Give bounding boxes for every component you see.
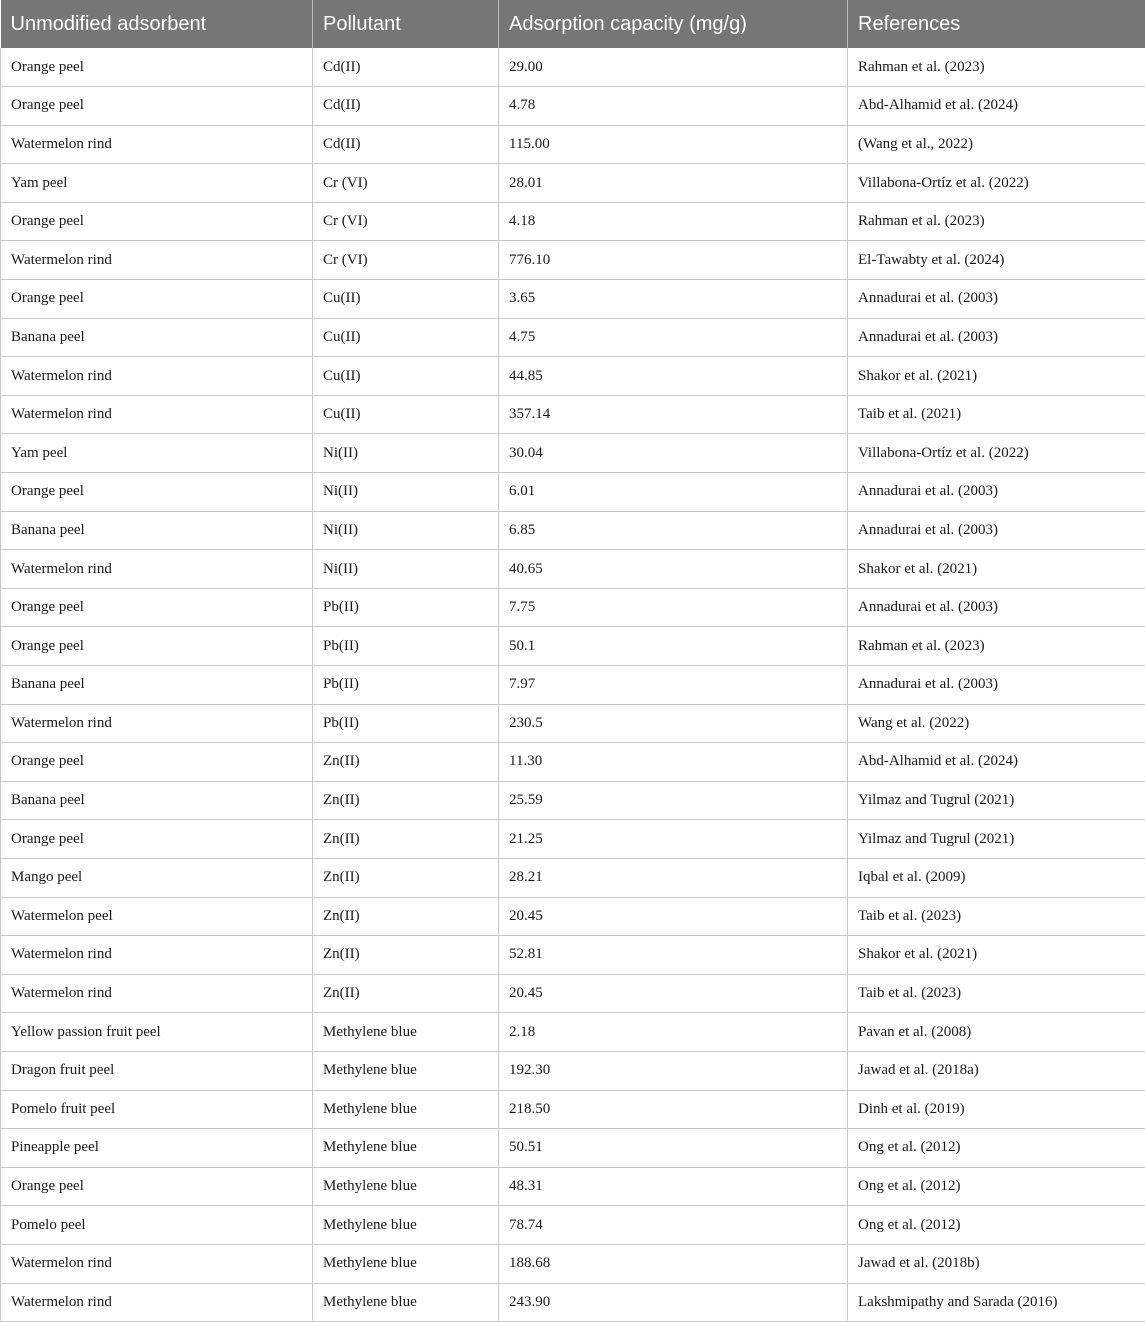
cell-adsorbent: Orange peel — [1, 202, 313, 241]
table-row — [1, 1167, 1145, 1206]
cell-reference: Rahman et al. (2023) — [848, 202, 1145, 241]
cell-capacity: 20.45 — [499, 897, 848, 936]
cell-reference: Villabona-Ortíz et al. (2022) — [848, 164, 1145, 203]
cell-capacity: 28.21 — [499, 858, 848, 897]
cell-reference: Villabona-Ortíz et al. (2022) — [848, 434, 1145, 473]
cell-pollutant: Methylene blue — [313, 1013, 499, 1052]
cell-reference: Annadurai et al. (2003) — [848, 666, 1145, 705]
cell-adsorbent: Watermelon rind — [1, 125, 313, 164]
cell-reference: Taib et al. (2021) — [848, 395, 1145, 434]
cell-capacity: 188.68 — [499, 1244, 848, 1283]
table-row — [1, 1051, 1145, 1090]
cell-reference: Yilmaz and Tugrul (2021) — [848, 781, 1145, 820]
cell-capacity: 3.65 — [499, 280, 848, 319]
cell-reference: Iqbal et al. (2009) — [848, 858, 1145, 897]
cell-reference: Shakor et al. (2021) — [848, 550, 1145, 589]
cell-adsorbent: Pomelo fruit peel — [1, 1090, 313, 1129]
table-row — [1, 704, 1145, 743]
cell-pollutant: Methylene blue — [313, 1167, 499, 1206]
cell-pollutant: Cu(II) — [313, 357, 499, 396]
cell-pollutant: Cr (VI) — [313, 241, 499, 280]
cell-adsorbent: Watermelon rind — [1, 704, 313, 743]
cell-reference: Dinh et al. (2019) — [848, 1090, 1145, 1129]
header-unmodified-adsorbent: Unmodified adsorbent — [1, 0, 313, 48]
cell-adsorbent: Orange peel — [1, 1167, 313, 1206]
cell-pollutant: Zn(II) — [313, 781, 499, 820]
cell-capacity: 4.78 — [499, 87, 848, 126]
table-row — [1, 936, 1145, 975]
table-row — [1, 1206, 1145, 1245]
cell-adsorbent: Orange peel — [1, 820, 313, 859]
header-references: References — [848, 0, 1145, 48]
cell-pollutant: Zn(II) — [313, 858, 499, 897]
table-row — [1, 164, 1145, 203]
cell-adsorbent: Orange peel — [1, 627, 313, 666]
cell-capacity: 20.45 — [499, 974, 848, 1013]
cell-reference: Taib et al. (2023) — [848, 897, 1145, 936]
cell-capacity: 30.04 — [499, 434, 848, 473]
cell-adsorbent: Watermelon rind — [1, 357, 313, 396]
cell-capacity: 48.31 — [499, 1167, 848, 1206]
table-row — [1, 1090, 1145, 1129]
cell-reference: (Wang et al., 2022) — [848, 125, 1145, 164]
cell-reference: Ong et al. (2012) — [848, 1129, 1145, 1168]
table-row — [1, 781, 1145, 820]
table-row — [1, 1013, 1145, 1052]
cell-pollutant: Cd(II) — [313, 87, 499, 126]
table-row — [1, 897, 1145, 936]
cell-capacity: 776.10 — [499, 241, 848, 280]
cell-capacity: 6.85 — [499, 511, 848, 550]
cell-pollutant: Pb(II) — [313, 704, 499, 743]
table-row — [1, 974, 1145, 1013]
cell-adsorbent: Yam peel — [1, 164, 313, 203]
cell-adsorbent: Orange peel — [1, 48, 313, 87]
table-row — [1, 241, 1145, 280]
cell-capacity: 21.25 — [499, 820, 848, 859]
cell-adsorbent: Watermelon rind — [1, 1244, 313, 1283]
cell-reference: Taib et al. (2023) — [848, 974, 1145, 1013]
cell-pollutant: Cu(II) — [313, 318, 499, 357]
cell-capacity: 218.50 — [499, 1090, 848, 1129]
cell-reference: Annadurai et al. (2003) — [848, 511, 1145, 550]
cell-reference: Rahman et al. (2023) — [848, 48, 1145, 87]
cell-pollutant: Methylene blue — [313, 1206, 499, 1245]
cell-adsorbent: Banana peel — [1, 511, 313, 550]
cell-pollutant: Pb(II) — [313, 666, 499, 705]
cell-reference: Jawad et al. (2018a) — [848, 1051, 1145, 1090]
cell-reference: Ong et al. (2012) — [848, 1167, 1145, 1206]
cell-capacity: 78.74 — [499, 1206, 848, 1245]
table-row — [1, 550, 1145, 589]
cell-reference: Annadurai et al. (2003) — [848, 280, 1145, 319]
cell-adsorbent: Yam peel — [1, 434, 313, 473]
header-adsorption-capacity: Adsorption capacity (mg/g) — [499, 0, 848, 48]
cell-adsorbent: Orange peel — [1, 473, 313, 512]
cell-reference: Abd-Alhamid et al. (2024) — [848, 87, 1145, 126]
cell-capacity: 7.75 — [499, 588, 848, 627]
cell-capacity: 357.14 — [499, 395, 848, 434]
table-row — [1, 1283, 1145, 1322]
cell-adsorbent: Orange peel — [1, 87, 313, 126]
cell-pollutant: Cr (VI) — [313, 202, 499, 241]
cell-pollutant: Methylene blue — [313, 1129, 499, 1168]
cell-reference: Ong et al. (2012) — [848, 1206, 1145, 1245]
table-row — [1, 588, 1145, 627]
cell-pollutant: Zn(II) — [313, 936, 499, 975]
table-row — [1, 318, 1145, 357]
cell-capacity: 52.81 — [499, 936, 848, 975]
cell-reference: El-Tawabty et al. (2024) — [848, 241, 1145, 280]
cell-adsorbent: Yellow passion fruit peel — [1, 1013, 313, 1052]
cell-reference: Pavan et al. (2008) — [848, 1013, 1145, 1052]
cell-adsorbent: Pineapple peel — [1, 1129, 313, 1168]
table-row — [1, 125, 1145, 164]
cell-capacity: 50.51 — [499, 1129, 848, 1168]
cell-reference: Jawad et al. (2018b) — [848, 1244, 1145, 1283]
cell-capacity: 7.97 — [499, 666, 848, 705]
cell-capacity: 2.18 — [499, 1013, 848, 1052]
table-row — [1, 395, 1145, 434]
table-row — [1, 666, 1145, 705]
table-row — [1, 511, 1145, 550]
cell-capacity: 28.01 — [499, 164, 848, 203]
cell-adsorbent: Watermelon rind — [1, 974, 313, 1013]
cell-capacity: 192.30 — [499, 1051, 848, 1090]
cell-adsorbent: Dragon fruit peel — [1, 1051, 313, 1090]
cell-pollutant: Ni(II) — [313, 434, 499, 473]
cell-pollutant: Zn(II) — [313, 820, 499, 859]
cell-adsorbent: Orange peel — [1, 743, 313, 782]
cell-pollutant: Ni(II) — [313, 550, 499, 589]
cell-pollutant: Methylene blue — [313, 1283, 499, 1322]
cell-reference: Wang et al. (2022) — [848, 704, 1145, 743]
cell-reference: Annadurai et al. (2003) — [848, 588, 1145, 627]
cell-reference: Annadurai et al. (2003) — [848, 318, 1145, 357]
cell-pollutant: Pb(II) — [313, 588, 499, 627]
cell-adsorbent: Watermelon rind — [1, 1283, 313, 1322]
header-pollutant: Pollutant — [313, 0, 499, 48]
cell-capacity: 230.5 — [499, 704, 848, 743]
cell-capacity: 4.75 — [499, 318, 848, 357]
cell-pollutant: Zn(II) — [313, 743, 499, 782]
cell-pollutant: Ni(II) — [313, 511, 499, 550]
cell-capacity: 25.59 — [499, 781, 848, 820]
cell-reference: Shakor et al. (2021) — [848, 357, 1145, 396]
cell-reference: Lakshmipathy and Sarada (2016) — [848, 1283, 1145, 1322]
table-row — [1, 434, 1145, 473]
cell-capacity: 6.01 — [499, 473, 848, 512]
cell-adsorbent: Watermelon rind — [1, 241, 313, 280]
cell-capacity: 40.65 — [499, 550, 848, 589]
table-row — [1, 743, 1145, 782]
cell-adsorbent: Watermelon rind — [1, 936, 313, 975]
table-row — [1, 1244, 1145, 1283]
table-row — [1, 858, 1145, 897]
cell-capacity: 115.00 — [499, 125, 848, 164]
cell-pollutant: Pb(II) — [313, 627, 499, 666]
cell-capacity: 11.30 — [499, 743, 848, 782]
cell-adsorbent: Mango peel — [1, 858, 313, 897]
cell-adsorbent: Orange peel — [1, 588, 313, 627]
cell-capacity: 29.00 — [499, 48, 848, 87]
cell-adsorbent: Banana peel — [1, 781, 313, 820]
cell-adsorbent: Watermelon rind — [1, 550, 313, 589]
cell-pollutant: Cd(II) — [313, 125, 499, 164]
cell-pollutant: Methylene blue — [313, 1090, 499, 1129]
table-row — [1, 1129, 1145, 1168]
table-row — [1, 820, 1145, 859]
cell-reference: Abd-Alhamid et al. (2024) — [848, 743, 1145, 782]
cell-reference: Annadurai et al. (2003) — [848, 473, 1145, 512]
cell-pollutant: Cu(II) — [313, 280, 499, 319]
cell-capacity: 4.18 — [499, 202, 848, 241]
cell-adsorbent: Pomelo peel — [1, 1206, 313, 1245]
cell-pollutant: Methylene blue — [313, 1051, 499, 1090]
cell-pollutant: Cu(II) — [313, 395, 499, 434]
table-header — [1, 0, 1145, 48]
table-row — [1, 627, 1145, 666]
table-row — [1, 48, 1145, 87]
cell-pollutant: Cr (VI) — [313, 164, 499, 203]
table-row — [1, 473, 1145, 512]
table-row — [1, 202, 1145, 241]
cell-reference: Yilmaz and Tugrul (2021) — [848, 820, 1145, 859]
table-body — [1, 48, 1145, 1322]
cell-pollutant: Methylene blue — [313, 1244, 499, 1283]
cell-pollutant: Ni(II) — [313, 473, 499, 512]
cell-adsorbent: Watermelon peel — [1, 897, 313, 936]
table-row — [1, 87, 1145, 126]
cell-adsorbent: Banana peel — [1, 318, 313, 357]
cell-capacity: 50.1 — [499, 627, 848, 666]
cell-reference: Rahman et al. (2023) — [848, 627, 1145, 666]
cell-pollutant: Cd(II) — [313, 48, 499, 87]
table-row — [1, 357, 1145, 396]
cell-capacity: 243.90 — [499, 1283, 848, 1322]
cell-capacity: 44.85 — [499, 357, 848, 396]
cell-pollutant: Zn(II) — [313, 897, 499, 936]
cell-adsorbent: Orange peel — [1, 280, 313, 319]
cell-adsorbent: Watermelon rind — [1, 395, 313, 434]
cell-reference: Shakor et al. (2021) — [848, 936, 1145, 975]
cell-pollutant: Zn(II) — [313, 974, 499, 1013]
cell-adsorbent: Banana peel — [1, 666, 313, 705]
header-row — [1, 0, 1145, 48]
table-row — [1, 280, 1145, 319]
